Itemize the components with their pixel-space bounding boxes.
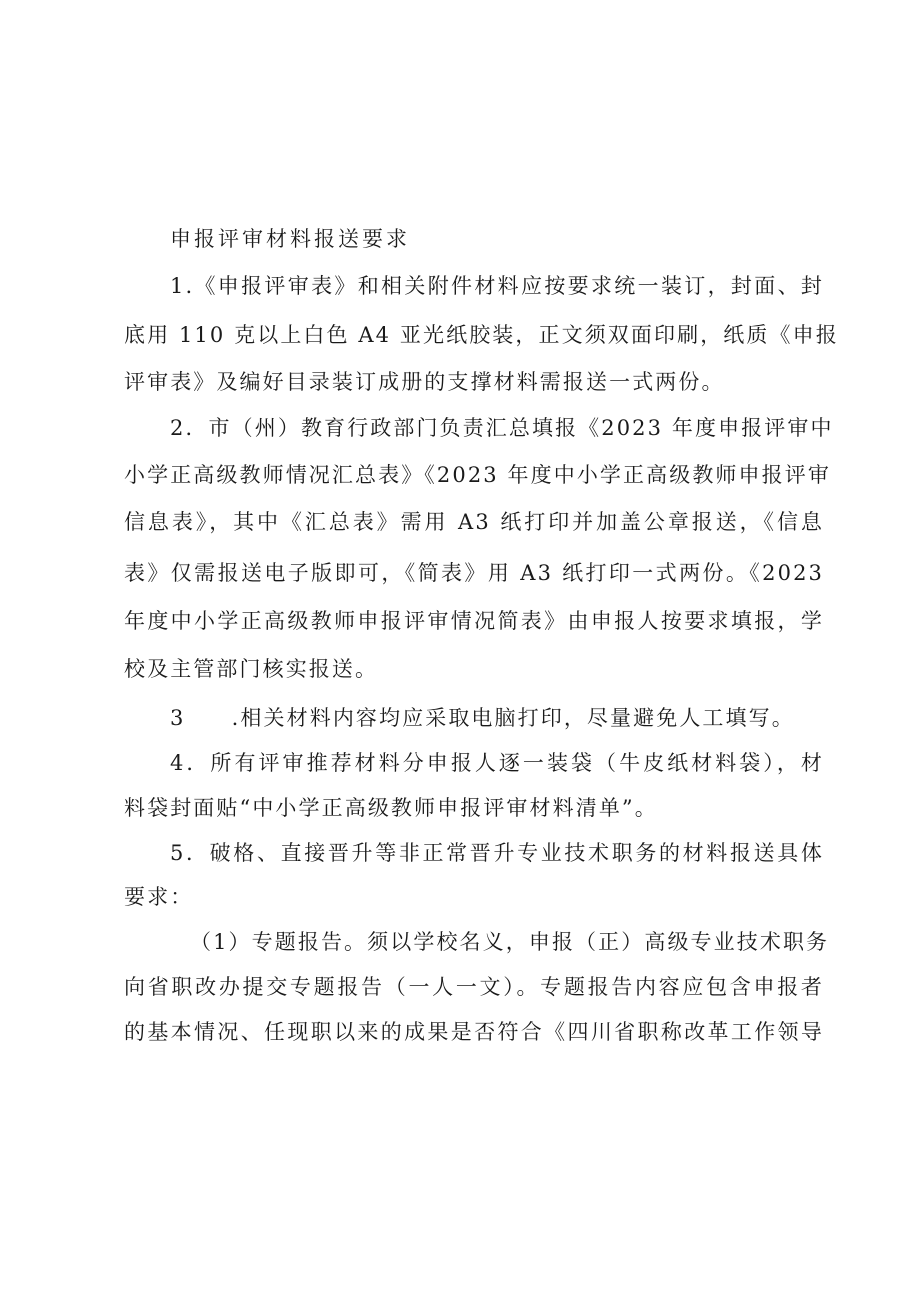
document-heading: 申报评审材料报送要求 [170,227,410,251]
paragraph-4-line-1: 4．所有评审推荐材料分申报人逐一装袋（牛皮纸材料袋），材 [170,751,824,775]
paragraph-4-line-2: 料袋封面贴“中小学正高级教师申报评审材料清单”。 [124,796,658,820]
paragraph-2-line-1: 2．市（州）教育行政部门负责汇总填报《2023 年度申报评审中 [170,416,834,440]
paragraph-2-line-2: 小学正高级教师情况汇总表》《2023 年度中小学正高级教师申报评审 [124,463,831,487]
paragraph-2-line-3: 信息表》，其中《汇总表》需用 A3 纸打印并加盖公章报送，《信息 [124,510,824,534]
paragraph-6-line-3: 的基本情况、任现职以来的成果是否符合《四川省职称改革工作领导 [124,1020,824,1044]
paragraph-6-line-2: 向省职改办提交专题报告（一人一文）。专题报告内容应包含申报者 [124,975,824,999]
paragraph-1-line-3: 评审表》及编好目录装订成册的支撑材料需报送一式两份。 [124,370,725,394]
paragraph-5-line-2: 要求： [124,885,194,909]
paragraph-5-line-1: 5．破格、直接晋升等非正常晋升专业技术职务的材料报送具体 [170,841,824,865]
paragraph-1-line-2: 底用 110 克以上白色 A4 亚光纸胶装，正文须双面印刷，纸质《申报 [124,323,839,347]
paragraph-3-line-1: 3 .相关材料内容均应采取电脑打印，尽量避免人工填写。 [170,706,795,730]
paragraph-6-line-1: （1）专题报告。须以学校名义，申报（正）高级专业技术职务 [190,930,830,954]
paragraph-2-line-6: 校及主管部门核实报送。 [124,657,379,681]
paragraph-2-line-5: 年度中小学正高级教师申报评审情况简表》由申报人按要求填报，学 [124,609,824,633]
paragraph-2-line-4: 表》仅需报送电子版即可，《简表》用 A3 纸打印一式两份。《2023 [124,561,824,585]
paragraph-1-line-1: 1.《申报评审表》和相关附件材料应按要求统一装订，封面、封 [170,274,824,298]
